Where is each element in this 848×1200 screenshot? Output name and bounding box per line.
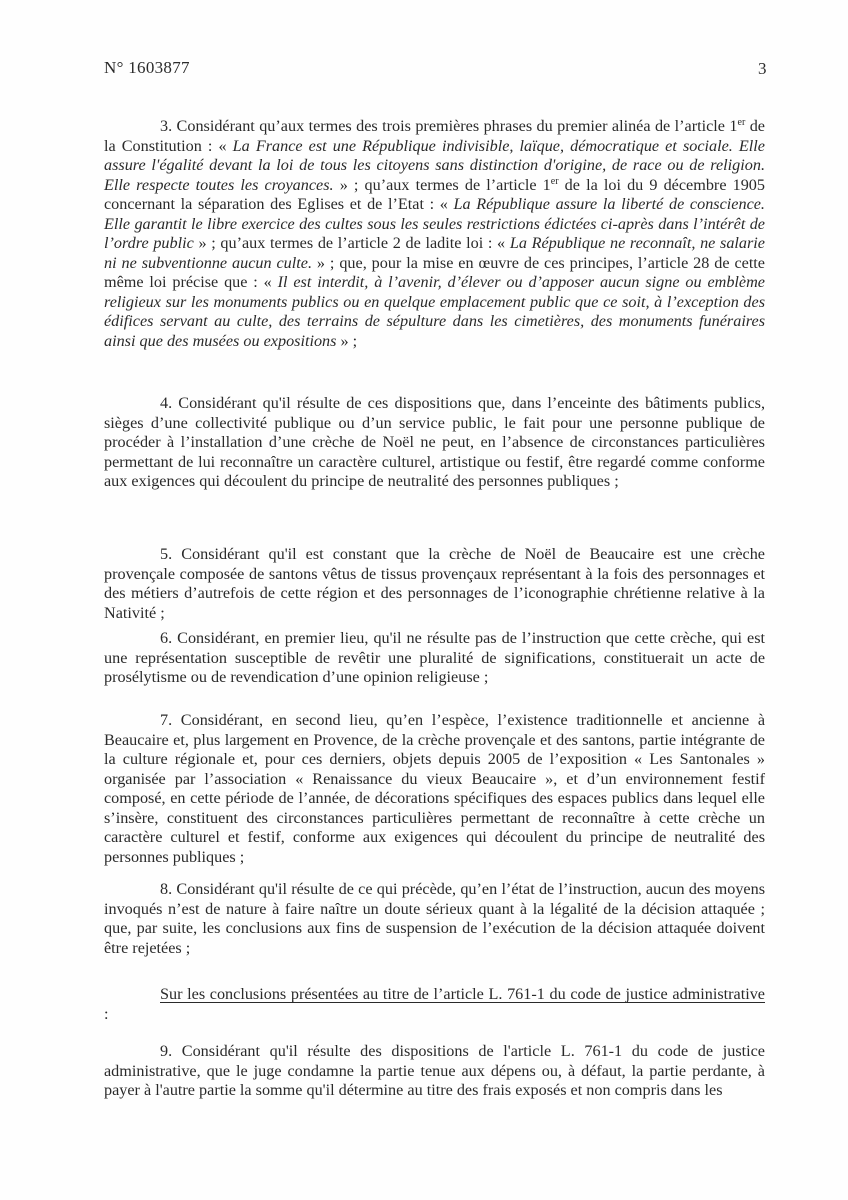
document-number: N° 1603877 [104,58,190,77]
paragraph-7: 7. Considérant, en second lieu, qu’en l’espèce, l’existence traditionnelle et ancienne à Beaucaire et, plus largement en Provence, de la crèche provençale et des santons, partie intégrante de la culture régionale et, pour ces derniers, objets depuis 2005 de l’exposition « Les Santonales » organisée par l’association « Renaissance du vieux Beaucaire », et d’un environnement festif composé, en cette période de l’année, de décorations spécifiques des espaces publics dans lequel elle s’insère, constituent des circonstances particulières permettant de reconnaître à cette crèche un caractère culturel et festif, conforme aux exigences qui découlent du principe de neutralité des personnes publiques ; [104,711,765,866]
paragraph-8: 8. Considérant qu'il résulte de ce qui précède, qu’en l’état de l’instruction, aucun des moyens invoqués n’est de nature à faire naître un doute sérieux quant à la légalité de la décision attaquée ; que, par suite, les conclusions aux fins de suspension de l’exécution de la décision attaquée doivent être rejetées ; [104,880,765,957]
page-number: 3 [758,59,767,78]
section-subheading: Sur les conclusions présentées au titre de l’article L. 761-1 du code de justice administrative : [104,985,765,1023]
quote-law-article-1: La République assure la liberté de conscience. Elle garantit le libre exercice des cultes sous les seules restrictions édictées ci-après dans l’intérêt de l’ordre public [104,195,765,252]
paragraph-3: 3. Considérant qu’aux termes des trois premières phrases du premier alinéa de l’article 1er de la Constitution : « La France est une République indivisible, laïque, démocratique et sociale. Elle assure l'égalité devant la loi de tous les citoyens sans distinction d'origine, de race ou de religion. Elle respecte toutes les croyances. » ; qu’aux termes de l’article 1er de la loi du 9 décembre 1905 concernant la séparation des Eglises et de l’Etat : « La République assure la liberté de conscience. Elle garantit le libre exercice des cultes sous les seules restrictions édictées ci-après dans l’intérêt de l’ordre public » ; qu’aux termes de l’article 2 de ladite loi : « La République ne reconnaît, ne salarie ni ne subventionne aucun culte. » ; que, pour la mise en œuvre de ces principes, l’article 28 de cette même loi précise que : « Il est interdit, à l’avenir, d’élever ou d’apposer aucun signe ou emblème religieux sur les monuments publics ou en quelque emplacement public que ce soit, à l’exception des édifices servant au culte, des terrains de sépulture dans les cimetières, des monuments funéraires ainsi que des musées ou expositions » ; [104,117,765,350]
quote-constitution: La France est une République indivisible, laïque, démocratique et sociale. Elle assure l'égalité devant la loi de tous les citoyens sans distinction d'origine, de race ou de religion. Elle respecte toutes les croyances. [104,136,765,194]
quote-law-article-28: Il est interdit, à l’avenir, d’élever ou d’apposer aucun signe ou emblème religieux sur les monuments publics ou en quelque emplacement public que ce soit, à l’exception des édifices servant au culte, des terrains de sépulture dans les cimetières, des monuments funéraires ainsi que des musées ou expositions [104,273,765,350]
paragraph-9: 9. Considérant qu'il résulte des dispositions de l'article L. 761-1 du code de justice administrative, que le juge condamne la partie tenue aux dépens ou, à défaut, la partie perdante, à payer à l'autre partie la somme qu'il détermine au titre des frais exposés et non compris dans les [104,1042,765,1099]
quote-law-article-2: La République ne reconnaît, ne salarie ni ne subventionne aucun culte. [104,234,765,272]
paragraph-6: 6. Considérant, en premier lieu, qu'il ne résulte pas de l’instruction que cette crèche, qui est une représentation susceptible de revêtir une pluralité de significations, constituerait un acte de prosélytisme ou de revendication d’une opinion religieuse ; [104,629,765,686]
paragraph-4: 4. Considérant qu'il résulte de ces dispositions que, dans l’enceinte des bâtiments publics, sièges d’une collectivité publique ou d’un service public, le fait pour une personne publique de procéder à l’installation d’une crèche de Noël ne peut, en l’absence de circonstances particulières permettant de lui reconnaître un caractère culturel, artistique ou festif, être regardé comme conforme aux exigences qui découlent du principe de neutralité des personnes publiques ; [104,394,765,490]
paragraph-5: 5. Considérant qu'il est constant que la crèche de Noël de Beaucaire est une crèche provençale composée de santons vêtus de tissus provençaux représentant à la fois des personnages et des métiers d’autrefois de cette région et des personnages de l’iconographie chrétienne relative à la Nativité ; [104,545,765,622]
